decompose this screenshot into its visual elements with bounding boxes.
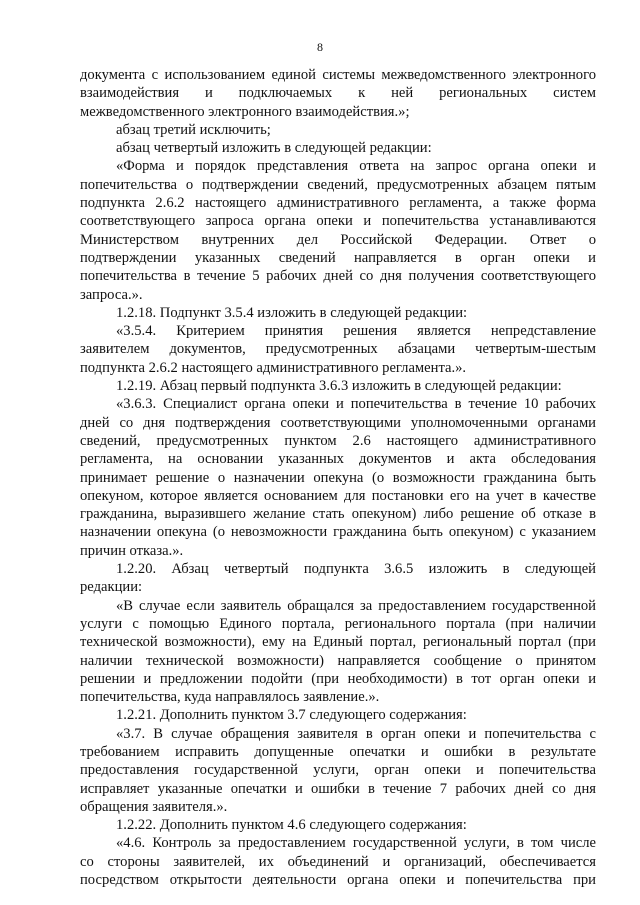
text-line: заявителем документов, предусмотренных абзацами четвертым-шестым bbox=[80, 341, 596, 358]
text-line: попечительства о подтверждении сведений, предусмотренных абзацем пятым bbox=[80, 176, 596, 193]
text-line: «4.6. Контроль за предоставлением государственной услуги, в том числе bbox=[116, 835, 596, 852]
text-line: «Форма и порядок представления ответа на запрос органа опеки и bbox=[116, 158, 596, 175]
text-line: причин отказа.». bbox=[80, 542, 184, 559]
text-line: 1.2.20. Абзац четвертый подпункта 3.6.5 изложить в следующей bbox=[116, 561, 596, 578]
text-line: 1.2.18. Подпункт 3.5.4 изложить в следующей редакции: bbox=[116, 304, 468, 321]
text-line: абзац четвертый изложить в следующей редакции: bbox=[116, 140, 432, 157]
text-line: обращения заявителя.». bbox=[80, 798, 228, 815]
text-line: исправляет указанные опечатки и ошибки в течение 7 рабочих дней со дня bbox=[80, 780, 596, 797]
text-line: услуги с помощью Единого портала, регионального портала (при наличии bbox=[80, 615, 596, 632]
text-line: «3.7. В случае обращения заявителя в орган опеки и попечительства с bbox=[116, 725, 596, 742]
text-line: назначении опекуна (о невозможности гражданина быть опекуном) с указанием bbox=[80, 524, 596, 541]
text-line: требованием исправить допущенные опечатки и ошибки в результате bbox=[80, 743, 596, 760]
text-line: межведомственного электронного взаимодействия.»; bbox=[80, 103, 410, 120]
text-line: Министерством внутренних дел Российской Федерации. Ответ о bbox=[80, 231, 596, 248]
text-line: взаимодействия и подключаемых к ней региональных систем bbox=[80, 85, 596, 102]
text-line: регламента, на основании указанных документов и акта обследования bbox=[80, 451, 596, 468]
document-body bbox=[80, 66, 596, 889]
text-line: подпункта 2.6.2 настоящего административного регламента, а также форма bbox=[80, 195, 596, 212]
text-line: со стороны заявителей, их объединений и организаций, обеспечивается bbox=[80, 853, 596, 870]
text-line: принимает решение о назначении опекуна (о возможности гражданина быть bbox=[80, 469, 596, 486]
text-line: наличии технической возможности) направляется сообщение о принятом bbox=[80, 652, 596, 669]
text-line: решении и предложении подойти (при необходимости) в тот орган опеки и bbox=[80, 670, 596, 687]
text-line: опекуном, которое является основанием для постановки его на учет в качестве bbox=[80, 487, 596, 504]
text-line: технической возможности), ему на Единый портал, региональный портал (при bbox=[80, 634, 596, 651]
text-line: подтверждении указанных сведений направляется в орган опеки и bbox=[80, 249, 596, 266]
text-line: 1.2.19. Абзац первый подпункта 3.6.3 изложить в следующей редакции: bbox=[116, 378, 562, 395]
text-line: сведений, предусмотренных пунктом 2.6 настоящего административного bbox=[80, 432, 596, 449]
text-line: «3.5.4. Критерием принятия решения является непредставление bbox=[116, 323, 596, 340]
text-line: абзац третий исключить; bbox=[116, 121, 271, 138]
text-line: «В случае если заявитель обращался за предоставлением государственной bbox=[116, 597, 596, 614]
text-line: 1.2.21. Дополнить пунктом 3.7 следующего содержания: bbox=[116, 707, 467, 724]
text-line: дней со дня подтверждения соответствующими уполномоченными органами bbox=[80, 414, 596, 431]
text-line: документа с использованием единой системы межведомственного электронного bbox=[80, 67, 596, 83]
text-line: посредством открытости деятельности органа опеки и попечительства при bbox=[80, 872, 596, 889]
text-line: запроса.». bbox=[80, 286, 143, 303]
page-number: 8 bbox=[317, 40, 323, 54]
text-line: подпункта 2.6.2 настоящего административного регламента.». bbox=[80, 359, 467, 376]
text-line: редакции: bbox=[80, 579, 143, 596]
text-line: 1.2.22. Дополнить пунктом 4.6 следующего содержания: bbox=[116, 817, 467, 834]
text-line: соответствующего запроса органа опеки и попечительства устанавливаются bbox=[80, 213, 596, 230]
text-line: «3.6.3. Специалист органа опеки и попечительства в течение 10 рабочих bbox=[116, 396, 596, 413]
text-line: попечительства в течение 5 рабочих дней со дня получения соответствующего bbox=[80, 268, 596, 285]
text-line: предоставления государственной услуги, орган опеки и попечительства bbox=[80, 762, 596, 779]
text-line: гражданина, выразившего желание стать опекуном) либо решение об отказе в bbox=[80, 506, 596, 523]
text-line: попечительства, куда направлялось заявление.». bbox=[80, 689, 380, 706]
